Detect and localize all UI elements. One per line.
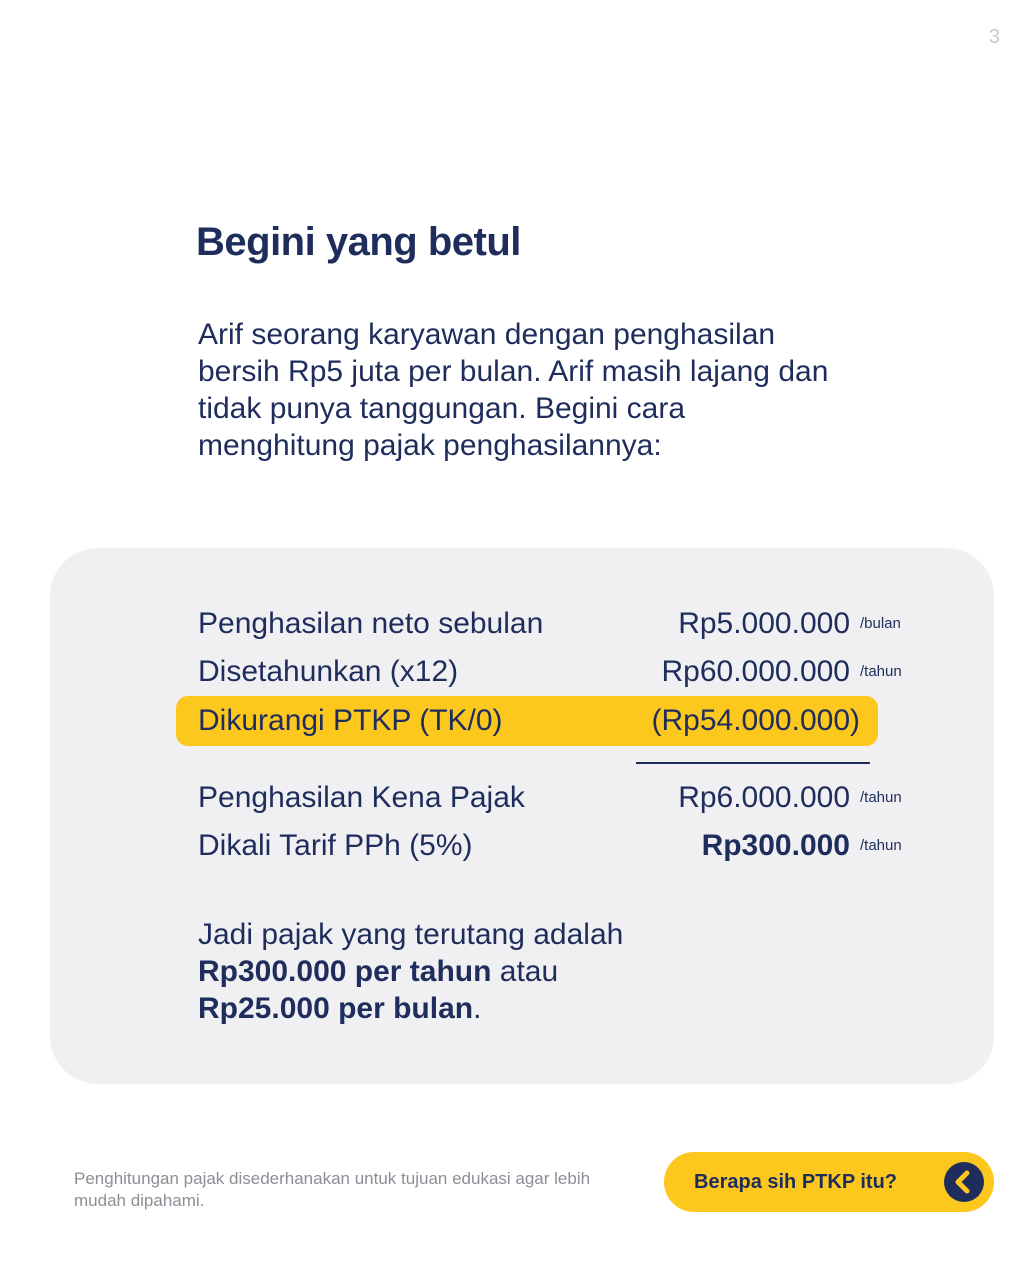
calc-label: Dikali Tarif PPh (5%) <box>198 829 473 862</box>
footnote: Penghitungan pajak disederhanakan untuk tujuan edukasi agar lebih mudah dipahami. <box>74 1169 591 1210</box>
page-title: Begini yang betul <box>196 220 521 264</box>
calc-value: Rp60.000.000 <box>661 655 850 688</box>
calc-label: Penghasilan Kena Pajak <box>198 781 525 814</box>
calc-value: Rp6.000.000 <box>678 781 850 814</box>
conclusion-line: Jadi pajak yang terutang adalah <box>198 918 624 951</box>
calc-label: Disetahunkan (x12) <box>198 655 459 688</box>
cta-label: Berapa sih PTKP itu? <box>694 1171 898 1193</box>
calc-unit: /bulan <box>860 615 901 632</box>
conclusion-text <box>198 916 818 1027</box>
calc-unit: /tahun <box>860 837 902 854</box>
calc-unit: /tahun <box>860 663 902 680</box>
calc-label: Penghasilan neto sebulan <box>198 607 544 640</box>
chevron-left-icon <box>944 1162 984 1202</box>
intro-paragraph: Arif seorang karyawan dengan penghasilan bersih Rp5 juta per bulan. Arif masih lajang dan tidak punya tanggungan. Begini cara menghitung pajak penghasilannya: <box>198 318 829 462</box>
conclusion-end: . <box>473 992 482 1025</box>
conclusion-connector: atau <box>491 955 559 988</box>
calc-row-net-monthly <box>198 602 918 646</box>
calc-row-tax-rate <box>198 824 918 868</box>
conclusion-monthly-tax: Rp25.000 per bulan <box>198 992 474 1025</box>
calc-row-annualized <box>198 650 918 694</box>
calc-value: (Rp54.000.000) <box>651 704 860 737</box>
conclusion-annual-tax: Rp300.000 per tahun <box>198 955 492 988</box>
subtotal-divider <box>636 762 870 764</box>
calc-unit: /tahun <box>860 789 902 806</box>
page-number: 3 <box>988 26 1000 48</box>
ptkp-info-button[interactable] <box>664 1152 994 1212</box>
calc-label: Dikurangi PTKP (TK/0) <box>198 704 503 737</box>
calc-value: Rp5.000.000 <box>678 607 850 640</box>
calc-value: Rp300.000 <box>701 829 850 862</box>
calc-row-taxable-income <box>198 776 918 820</box>
calc-row-ptkp <box>198 699 918 743</box>
